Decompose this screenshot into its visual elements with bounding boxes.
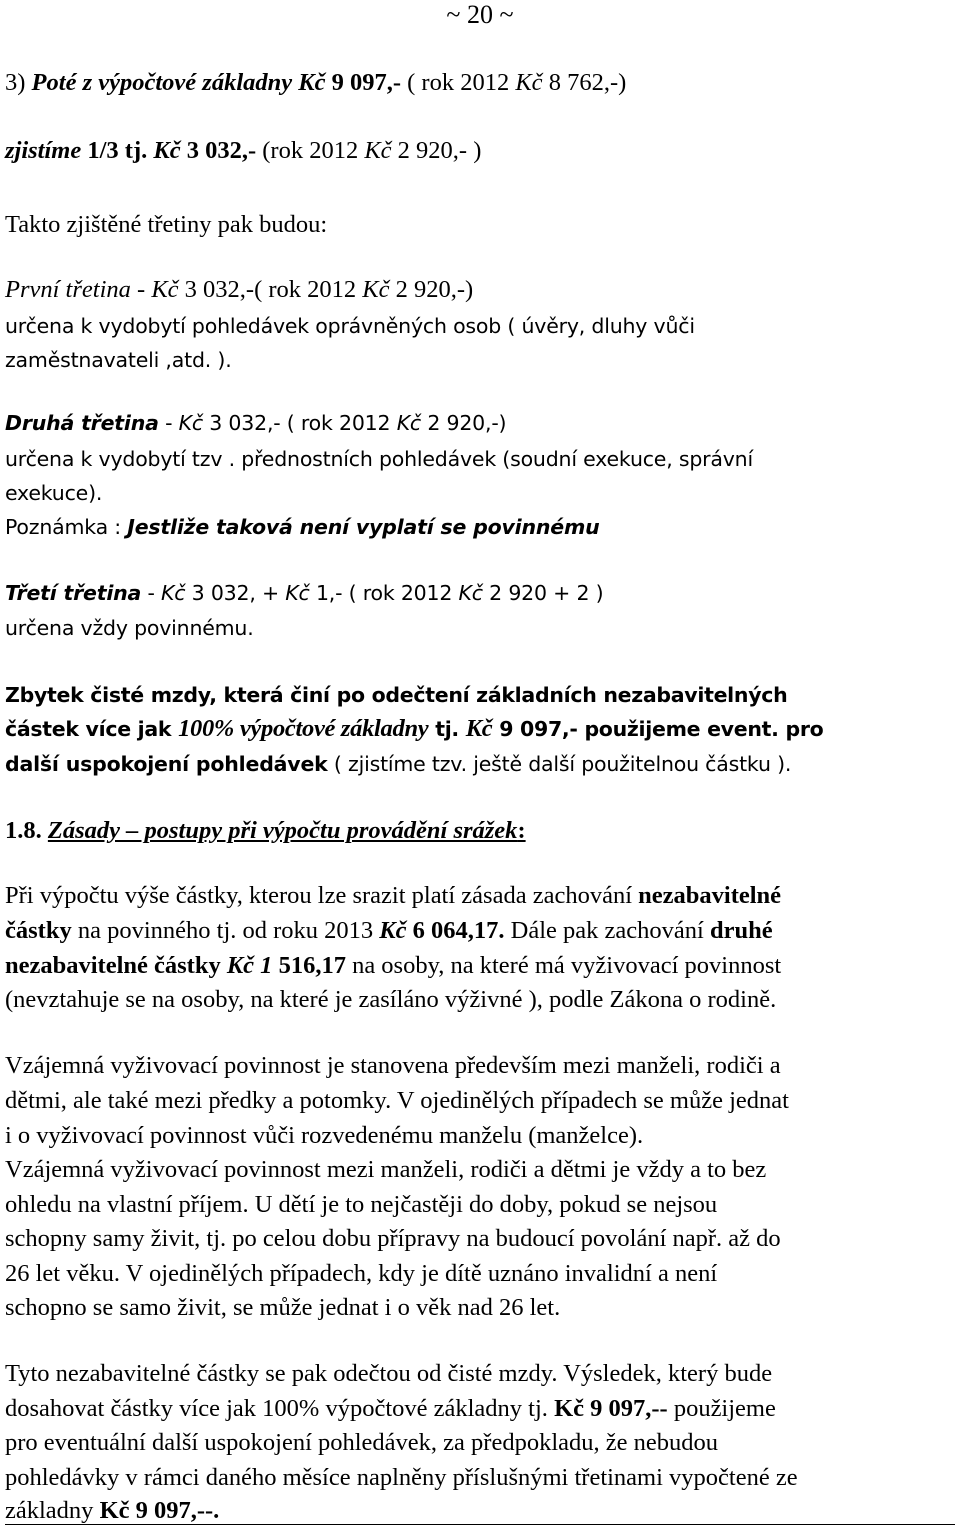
currency-label: Kč (153, 137, 181, 164)
third-third-label: Třetí třetina (5, 581, 142, 605)
year-amount: 2 920,-) (421, 411, 507, 435)
note-text: Jestliže taková není vyplatí se povinnému (127, 515, 600, 539)
amount: 6 064,17. (406, 917, 505, 944)
para3-line-5 (5, 1496, 219, 1526)
third-fraction: 1/3 tj. (81, 137, 154, 164)
base-phrase: Poté z výpočtové základny Kč (31, 69, 326, 96)
para1-line-1 (5, 881, 781, 911)
currency-label: Kč (151, 276, 179, 303)
first-third-label: První třetina (5, 276, 131, 303)
text: na osoby, na které má vyživovací povinnost (345, 952, 782, 979)
amount: 9 097,- použijeme event. (492, 717, 779, 741)
second-third-line-1 (5, 408, 506, 438)
currency-label: Kč (458, 581, 483, 605)
para2-line: dětmi, ale také mezi předky a potomky. V ojedinělých případech se může jednat (5, 1087, 789, 1114)
section-heading (5, 816, 526, 846)
remainder-line-3 (5, 749, 791, 779)
section-number: 1.8. (5, 817, 42, 844)
para1-line-3 (5, 951, 781, 981)
first-third-line-3: zaměstnavateli ,atd. ). (5, 348, 232, 372)
step-number: 3) (5, 69, 32, 96)
para3-line-4: pohledávky v rámci daného měsíce naplněny příslušnými třetinami vypočtené ze (5, 1464, 798, 1491)
amount: 516,17 (272, 952, 346, 979)
text: nezabavitelné (638, 882, 782, 909)
text: ( zjistíme tzv. ještě další použitelnou částku ). (327, 752, 792, 776)
currency-label: Kč (362, 276, 390, 303)
text: Dále pak zachování (504, 917, 710, 944)
currency-label: Kč (515, 69, 543, 96)
currency-label: Kč 1 (226, 952, 273, 979)
para1-line-4: (nevztahuje se na osoby, na které je zasíláno výživné ), podle Zákona o rodině. (5, 986, 777, 1013)
para2-line: i o vyživovací povinnost vůči rozvedenému manželu (manželce). (5, 1122, 644, 1149)
currency-label: Kč (465, 715, 493, 742)
second-third-note (5, 512, 600, 542)
base-amount: 9 097,- (325, 69, 402, 96)
remainder-line-2 (5, 714, 823, 744)
text: základny (5, 1497, 100, 1524)
currency-label: Kč (379, 917, 407, 944)
para2-line: Vzájemná vyživovací povinnost je stanovena především mezi manželi, rodiči a (5, 1052, 781, 1079)
note-label: Poznámka : (5, 515, 128, 539)
section-title: Zásady – postupy při výpočtu provádění srážek (47, 817, 518, 844)
section-3-line-2 (5, 136, 481, 166)
year-amount: 2 920,-) (389, 276, 474, 303)
para3-line-2 (5, 1394, 776, 1424)
text: částek více jak (5, 717, 179, 741)
first-third-line-2: určena k vydobytí pohledávek oprávněných osob ( úvěry, dluhy vůči (5, 314, 695, 338)
text: pro (778, 717, 824, 741)
amount: Kč 9 097,-- (554, 1395, 668, 1422)
text: Při výpočtu výše částky, kterou lze srazit platí zásada zachování (5, 882, 639, 909)
section-colon: : (517, 817, 526, 844)
thirds-intro: Takto zjištěné třetiny pak budou: (5, 211, 328, 238)
para3-line-3: pro eventuální další uspokojení pohledávek, za předpokladu, že nebudou (5, 1429, 719, 1456)
currency-label: Kč (396, 411, 422, 435)
text: použijeme (667, 1395, 776, 1422)
para2-line: schopno se samo živit, se může jednat i o věk nad 26 let. (5, 1294, 561, 1321)
text: nezabavitelné částky (5, 952, 227, 979)
amount-addition: 1,- ( rok 2012 (309, 581, 459, 605)
base-phrase: 100% výpočtové základny (178, 715, 429, 742)
text: dosahovat částky více jak 100% výpočtové základny tj. (5, 1395, 555, 1422)
amount: Kč 9 097,--. (99, 1497, 220, 1524)
find-word: zjistíme (5, 137, 82, 164)
first-third-line-1 (5, 275, 473, 305)
text: částky (5, 917, 72, 944)
amount: 3 032, + (185, 581, 286, 605)
dash: - (130, 276, 152, 303)
second-third-line-2: určena k vydobytí tzv . přednostních pohledávek (soudní exekuce, správní (5, 447, 753, 471)
text: na povinného tj. od roku 2013 (71, 917, 380, 944)
para2-line: ohledu na vlastní příjem. U dětí je to nejčastěji do doby, pokud se nejsou (5, 1191, 718, 1218)
amount: 3 032,- ( rok 2012 (202, 411, 397, 435)
third-amount: 3 032,- (180, 137, 257, 164)
bottom-rule (5, 1524, 955, 1525)
remainder-line-1: Zbytek čisté mzdy, která činí po odečtení základních nezabavitelných (5, 683, 788, 707)
third-third-line-2: určena vždy povinnému. (5, 616, 254, 640)
third-third-line-1 (5, 578, 603, 608)
amount: 3 032,-( rok 2012 (178, 276, 363, 303)
year-note-open: (rok 2012 (256, 137, 365, 164)
year-note-open: ( rok 2012 (401, 69, 516, 96)
text: druhé (709, 917, 773, 944)
text: tj. (428, 717, 466, 741)
para3-line-1: Tyto nezabavitelné částky se pak odečtou od čisté mzdy. Výsledek, který bude (5, 1360, 773, 1387)
para2-line: 26 let věku. V ojedinělých případech, kdy je dítě uznáno invalidní a není (5, 1260, 718, 1287)
year-note-amount: 2 920,- ) (391, 137, 482, 164)
second-third-label: Druhá třetina (5, 411, 159, 435)
para2-line: schopny samy živit, tj. po celou dobu přípravy na budoucí povolání např. až do (5, 1225, 781, 1252)
year-note-amount: 8 762,-) (542, 69, 627, 96)
second-third-line-3: exekuce). (5, 481, 103, 505)
dash: - (141, 581, 162, 605)
currency-label: Kč (178, 411, 203, 435)
page-number: ~ 20 ~ (446, 0, 514, 29)
currency-label: Kč (364, 137, 392, 164)
text: další uspokojení pohledávek (5, 752, 328, 776)
section-3-line-1 (5, 68, 626, 98)
currency-label: Kč (161, 581, 186, 605)
dash: - (158, 411, 179, 435)
year-amount: 2 920 + 2 ) (482, 581, 604, 605)
para1-line-2 (5, 916, 773, 946)
currency-label: Kč (285, 581, 310, 605)
para2-line: Vzájemná vyživovací povinnost mezi manželi, rodiči a dětmi je vždy a to bez (5, 1156, 767, 1183)
